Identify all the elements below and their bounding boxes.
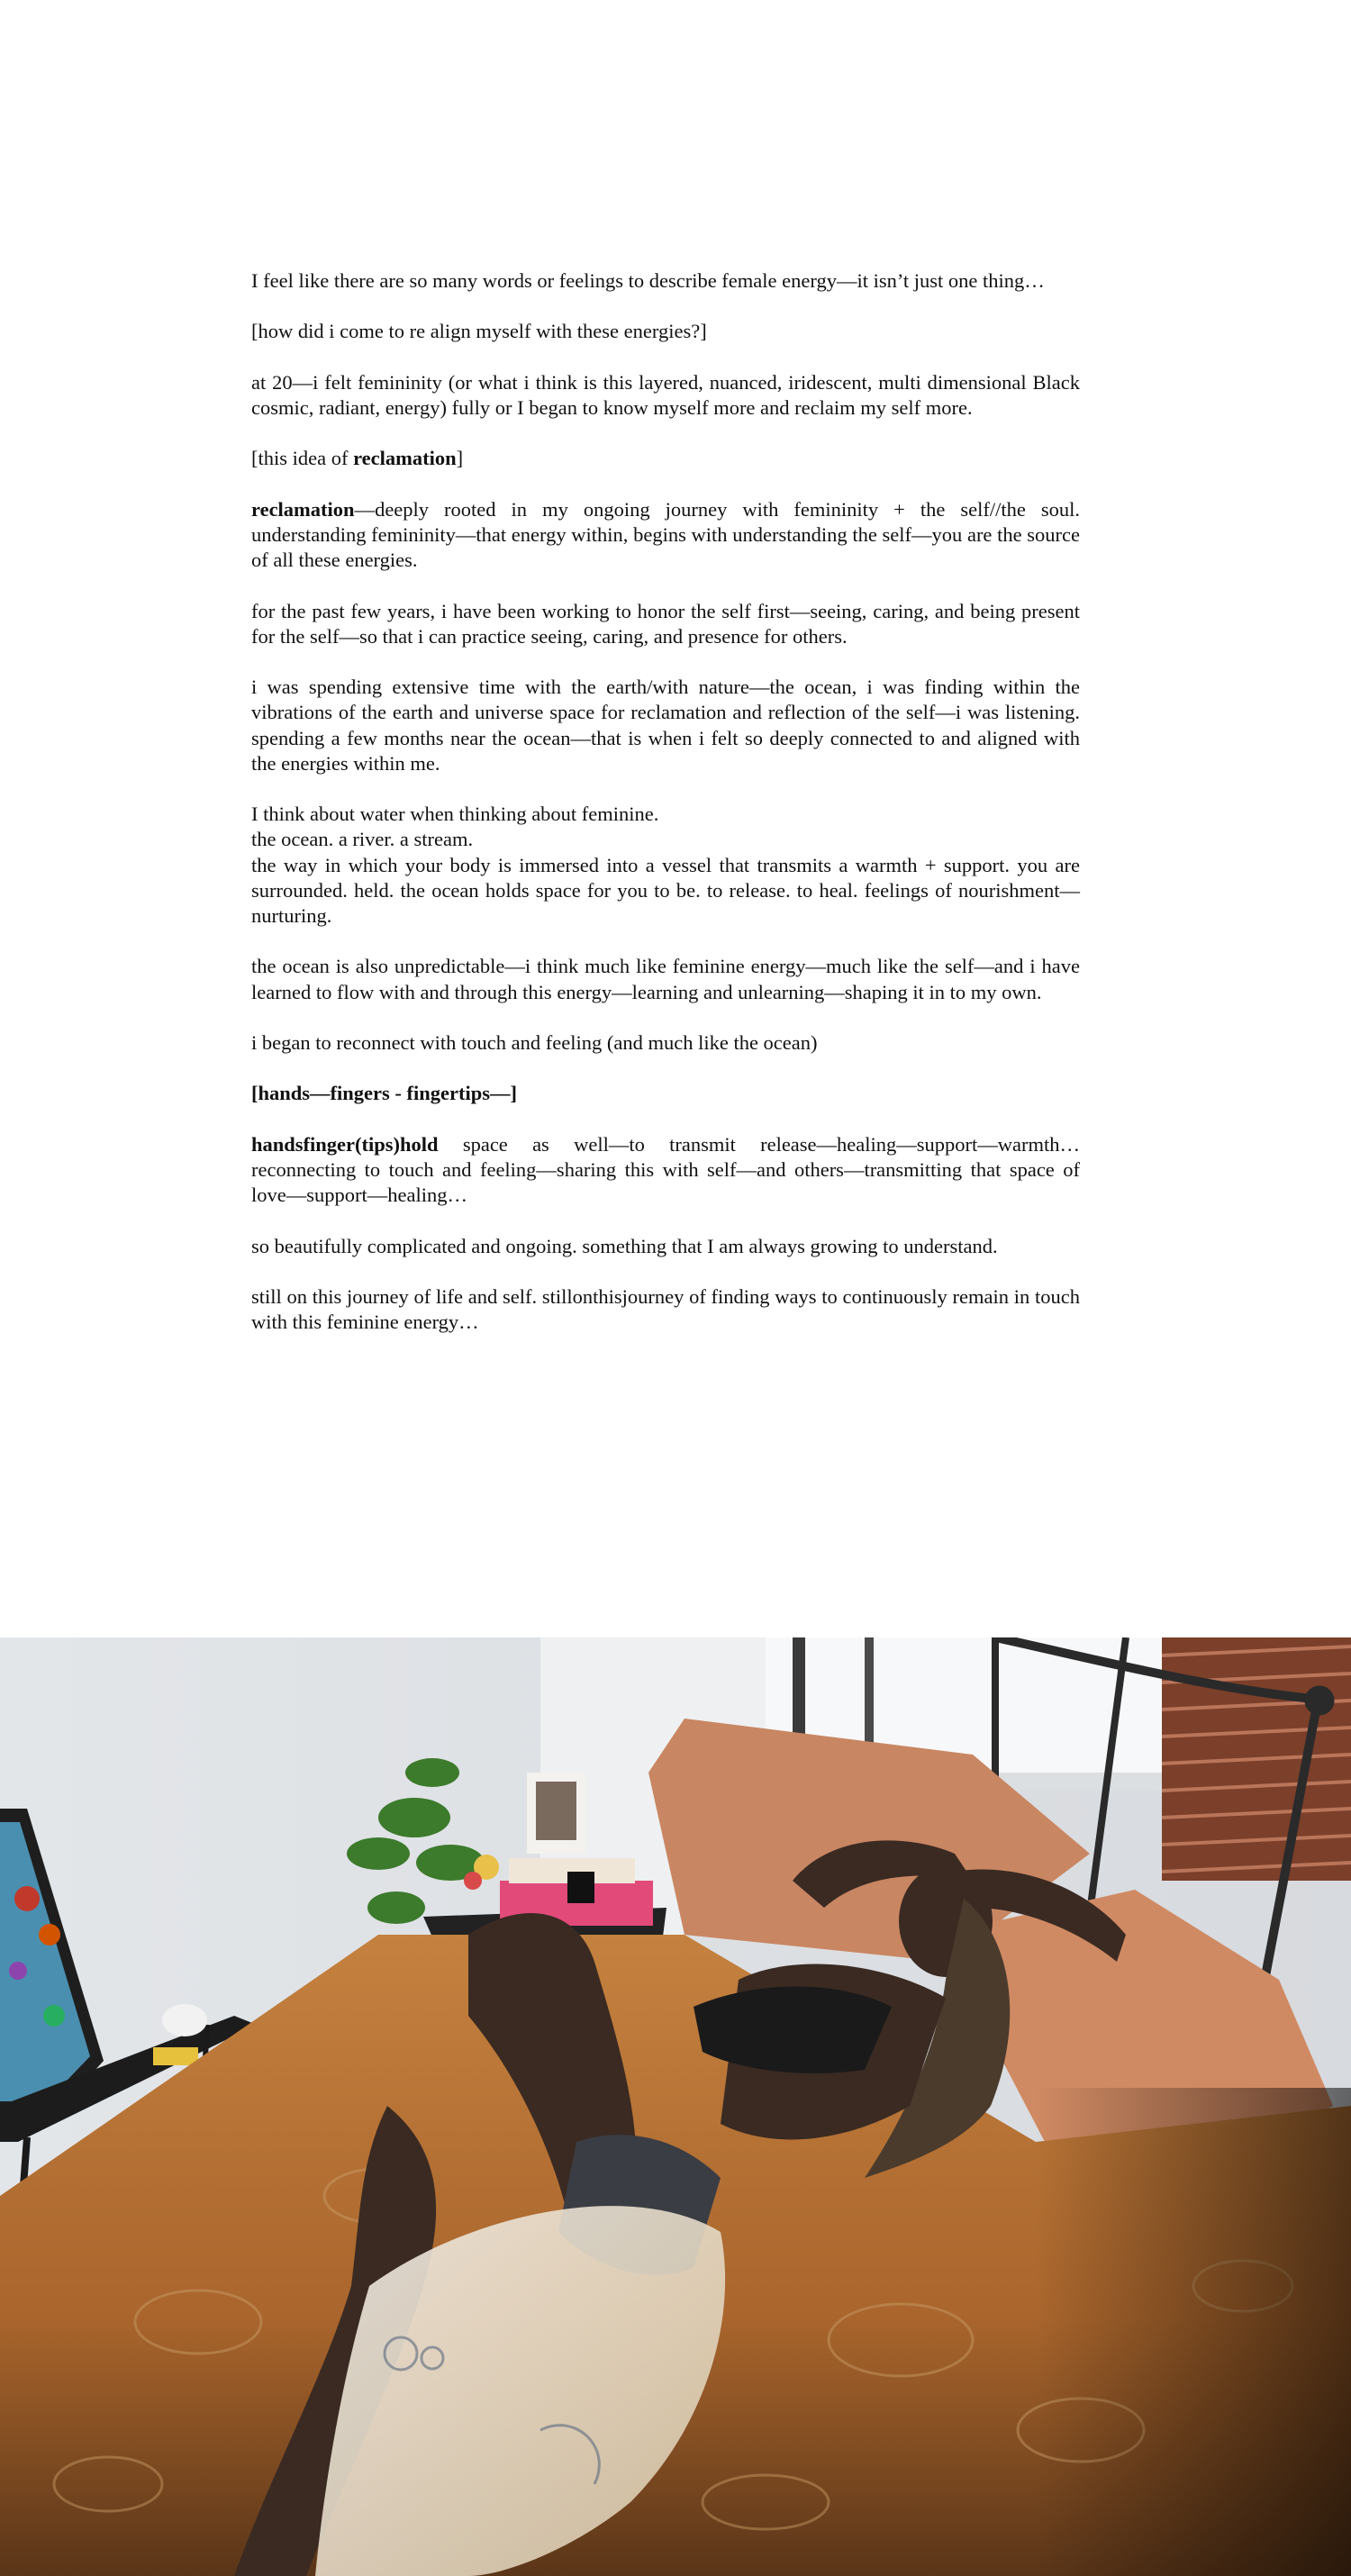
- essay-paragraph-1: I feel like there are so many words or feelings to describe female energy—it isn’t just one thing…: [251, 269, 1045, 292]
- hands-heading: [hands—fingers - fingertips—]: [251, 1082, 518, 1105]
- handsfinger-text: space as well—to transmit release—healing—support—warmth… reconnecting to touch and feeling—sharing this with self—and others—transmitting that space of love—support—healing…: [251, 1132, 1080, 1207]
- water-line-1: I think about water when thinking about feminine.: [251, 803, 659, 826]
- bamboo-blinds: [1162, 1637, 1351, 1881]
- water-line-3: the way in which your body is immersed into a vessel that transmits a warmth + support. you are surrounded. held. the ocean holds space for you to be. to release. to heal. feelings of nourishment—nurturing.: [251, 853, 1080, 927]
- essay-paragraph-6: for the past few years, i have been working to honor the self first—seeing, caring, and being present for the self—so that i can practice seeing, caring, and presence for others.: [251, 599, 1080, 648]
- essay-paragraph-8: [251, 802, 1080, 929]
- reclamation-definition: —deeply rooted in my ongoing journey with femininity + the self//the soul. understanding femininity—that energy within, begins with understanding the self—you are the source of all these energies.: [251, 497, 1080, 572]
- essay-paragraph-7: i was spending extensive time with the earth/with nature—the ocean, i was finding within the vibrations of the earth and universe space for reclamation and reflection of the self—i was listening. spending a few months near the ocean—that is when i felt so deeply connected to and aligned with the energies within me.: [251, 676, 1080, 775]
- essay-paragraph-10: i began to reconnect with touch and feeling (and much like the ocean): [251, 1030, 818, 1054]
- reclamation-heading: reclamation: [353, 447, 457, 470]
- essay-text: [251, 268, 1080, 1361]
- reclamation-close: ]: [456, 447, 464, 470]
- essay-paragraph-13: so beautifully complicated and ongoing. something that I am always growing to understand.: [251, 1234, 998, 1257]
- essay-paragraph-11: [251, 1081, 1080, 1106]
- essay-paragraph-9: the ocean is also unpredictable—i think much like feminine energy—much like the self—and i have learned to flow with and through this energy—learning and unlearning—shaping it in to my own.: [251, 955, 1080, 1003]
- handsfinger-term: handsfinger(tips)hold: [251, 1132, 439, 1156]
- essay-paragraph-3: at 20—i felt femininity (or what i think is this layered, nuanced, iridescent, multi dimensional Black cosmic, radiant, energy) fully or I began to know myself more and reclaim my self more.: [251, 370, 1080, 419]
- right-shadow: [1036, 2088, 1351, 2576]
- reclamation-term: reclamation: [251, 497, 355, 521]
- essay-paragraph-5: [251, 497, 1080, 574]
- essay-paragraph-12: [251, 1132, 1080, 1209]
- reclamation-intro: [this idea of: [251, 447, 354, 470]
- essay-paragraph-4: [251, 446, 1080, 471]
- essay-paragraph-2: [how did i come to re align myself with these energies?]: [251, 320, 707, 343]
- essay-paragraph-14: still on this journey of life and self. stillonthisjourney of finding ways to continuously remain in touch with this feminine energy…: [251, 1284, 1080, 1334]
- bedroom-photo: [0, 1637, 1351, 2576]
- water-line-2: the ocean. a river. a stream.: [251, 828, 474, 851]
